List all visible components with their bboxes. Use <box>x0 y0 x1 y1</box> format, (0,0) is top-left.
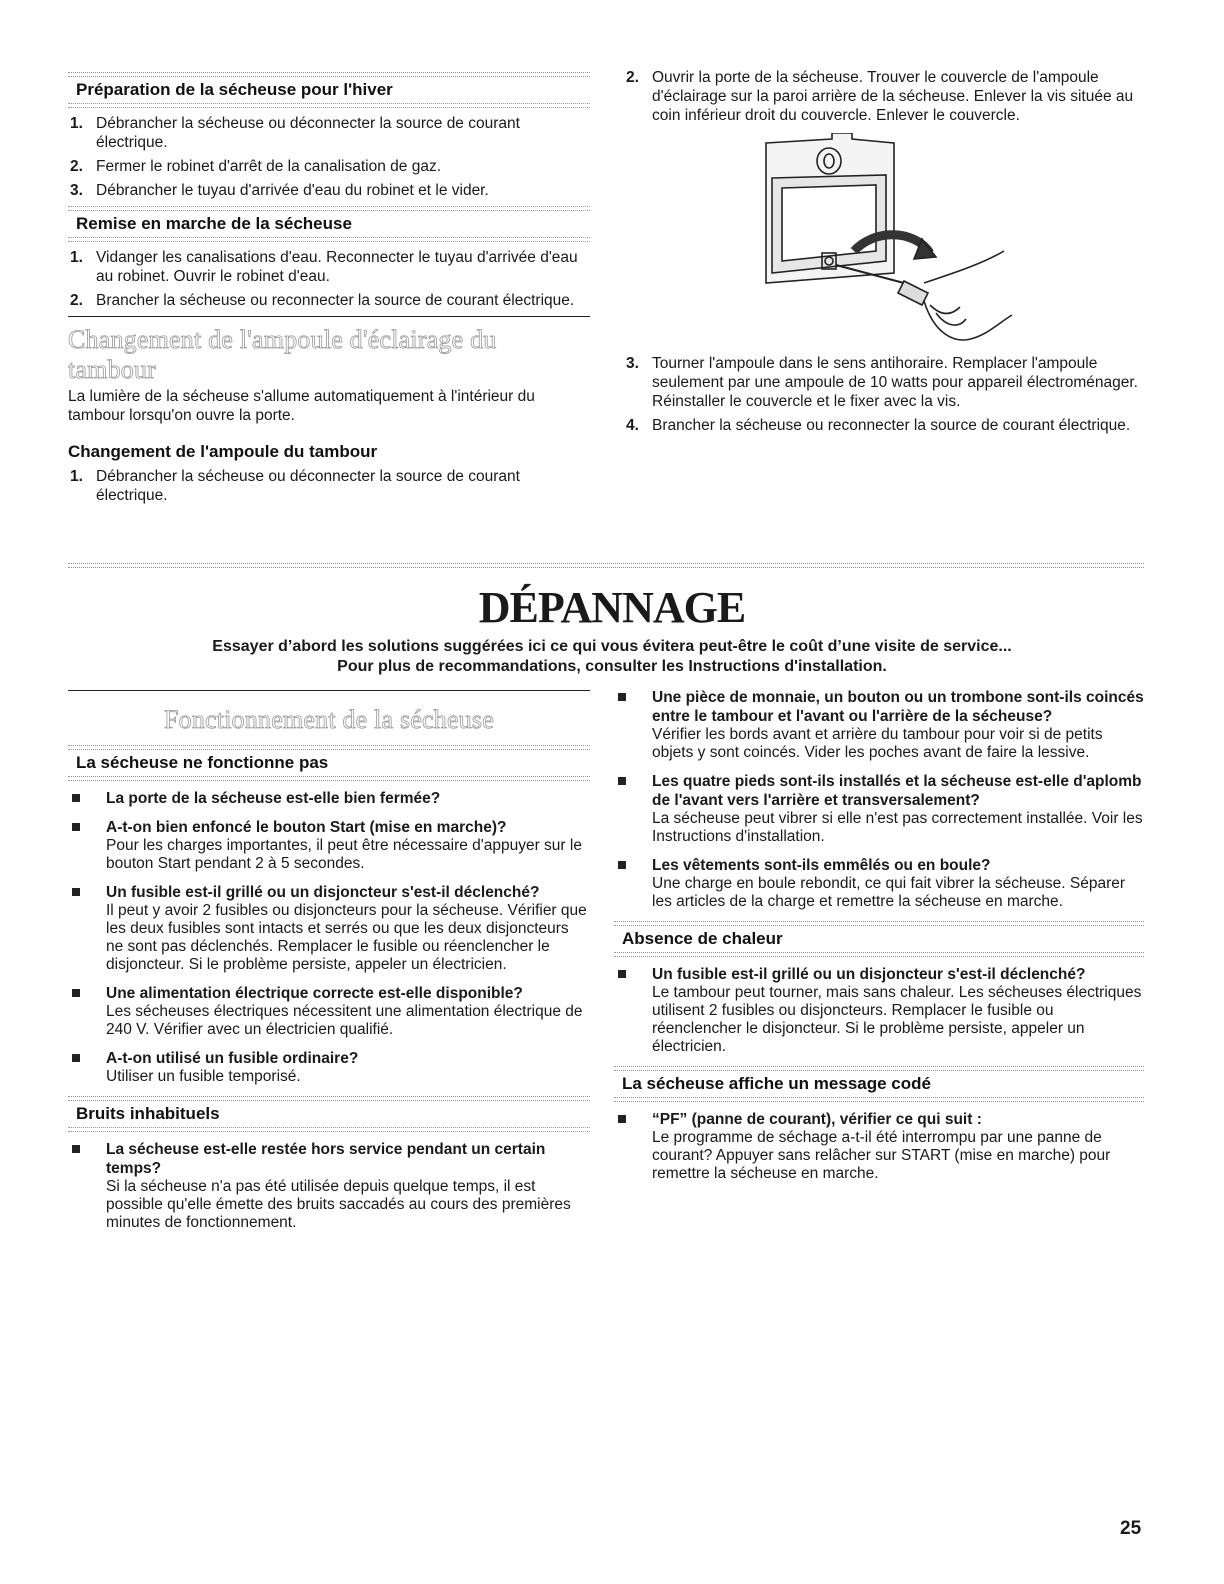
bulb-cover-illustration <box>754 133 1014 348</box>
bullet-icon <box>72 888 80 896</box>
page-divider <box>68 563 1144 568</box>
heading-no-heat: Absence de chaleur <box>622 929 783 948</box>
troubleshooting-intro: Essayer d’abord les solutions suggérées ici ce qui vous évitera peut-être le coût d’une visite de service... Pour plus de recommandations, consulter les Instructions d'installation. <box>212 638 1012 675</box>
lamp-steps-continued <box>624 68 1144 125</box>
heading-code-message: La sécheuse affiche un message codé <box>622 1074 931 1093</box>
no-heat-list <box>614 965 1144 1056</box>
lamp-intro: La lumière de la sécheuse s'allume automatiquement à l'intérieur du tambour lorsqu'on ouvre la porte. <box>68 388 535 424</box>
list-item: La porte de la sécheuse est-elle bien fermée? <box>68 789 590 808</box>
list-item: Les quatre pieds sont-ils installés et la sécheuse est-elle d'aplomb de l'avant vers l'arrière et transversalement? La sécheuse peut vibrer si elle n'est pas correctement installée. Voir les Instructions d'installation. <box>614 772 1144 846</box>
list-item: 1. Débrancher la sécheuse ou déconnecter la source de courant électrique. <box>70 468 520 504</box>
bullet-icon <box>618 861 626 869</box>
divider <box>68 103 590 108</box>
code-message-list <box>614 1110 1144 1183</box>
list-item: A-t-on bien enfoncé le bouton Start (mise en marche)? Pour les charges importantes, il peut être nécessaire d'appuyer sur le bouton Start pendant 2 à 5 secondes. <box>68 818 590 873</box>
list-item: Un fusible est-il grillé ou un disjoncteur s'est-il déclenché? Le tambour peut tourner, mais sans chaleur. Les sécheuses électriques utilisent 2 fusibles ou disjoncteurs. Remplacer le fusible ou réenclencher le disjoncteur. Si le problème persiste, appeler un électricien. <box>614 965 1144 1056</box>
list-item: 2. Ouvrir la porte de la sécheuse. Trouver le couvercle de l'ampoule d'éclairage sur la paroi arrière de la sécheuse. Enlever la vis située au coin inférieur droit du couvercle. Enlever le couvercle. <box>626 69 1134 124</box>
right-bottom-column <box>614 688 1144 1193</box>
heading-winter: Préparation de la sécheuse pour l'hiver <box>76 80 393 99</box>
bullet-icon <box>618 693 626 701</box>
bullet-icon <box>72 1145 80 1153</box>
divider <box>614 1097 1144 1102</box>
left-bottom-column <box>68 690 590 1242</box>
page-title: DÉPANNAGE <box>478 583 746 632</box>
divider <box>68 237 590 242</box>
stuck-objects-list <box>614 688 1144 911</box>
noises-list <box>68 1140 590 1232</box>
list-item: 2. Fermer le robinet d'arrêt de la canalisation de gaz. <box>70 158 442 175</box>
lamp-steps-final <box>624 354 1144 435</box>
section-title-lamp: Changement de l'ampoule d'éclairage du tambour <box>68 325 497 384</box>
list-item: Les vêtements sont-ils emmêlés ou en boule? Une charge en boule rebondit, ce qui fait vibrer la sécheuse. Séparer les articles de la charge et remettre la sécheuse en marche. <box>614 856 1144 911</box>
bullet-icon <box>72 794 80 802</box>
divider <box>68 1127 590 1132</box>
page-number: 25 <box>1120 1518 1142 1539</box>
right-top-column <box>624 68 1144 440</box>
section-rule <box>68 316 590 317</box>
heading-lamp-change: Changement de l'ampoule du tambour <box>68 442 378 461</box>
lamp-steps <box>68 467 590 505</box>
bullet-icon <box>618 970 626 978</box>
bullet-icon <box>72 823 80 831</box>
list-item: 1. Débrancher la sécheuse ou déconnecter la source de courant électrique. <box>70 115 520 151</box>
bullet-icon <box>72 1054 80 1062</box>
list-item: 1. Vidanger les canalisations d'eau. Reconnecter le tuyau d'arrivée d'eau au robinet. Ouvrir le robinet d'eau. <box>70 249 578 285</box>
divider <box>614 952 1144 957</box>
heading-restart: Remise en marche de la sécheuse <box>76 214 352 233</box>
heading-not-running: La sécheuse ne fonctionne pas <box>76 753 329 772</box>
heading-noises: Bruits inhabituels <box>76 1104 220 1123</box>
list-item: A-t-on utilisé un fusible ordinaire? Utiliser un fusible temporisé. <box>68 1049 590 1086</box>
list-item: 2. Brancher la sécheuse ou reconnecter la source de courant électrique. <box>70 292 575 309</box>
section-title-operation: Fonctionnement de la sécheuse <box>164 705 494 734</box>
not-running-list <box>68 789 590 1086</box>
bulb-cover-drawing <box>754 133 1014 348</box>
restart-steps <box>68 248 590 310</box>
divider <box>68 776 590 781</box>
list-item: Une alimentation électrique correcte est-elle disponible? Les sécheuses électriques nécessitent une alimentation électrique de 240 V. Vérifier avec un électricien qualifié. <box>68 984 590 1039</box>
bullet-icon <box>618 1115 626 1123</box>
list-item: 3. Débrancher le tuyau d'arrivée d'eau du robinet et le vider. <box>70 182 489 199</box>
bullet-icon <box>618 777 626 785</box>
left-top-column <box>68 72 590 510</box>
list-item: 3. Tourner l'ampoule dans le sens antihoraire. Remplacer l'ampoule seulement par une ampoule de 10 watts pour appareil électroménager. Réinstaller le couvercle et le fixer avec la vis. <box>626 355 1138 410</box>
list-item: “PF” (panne de courant), vérifier ce qui suit : Le programme de séchage a-t-il été interrompu par une panne de courant? Appuyer sans relâcher sur START (mise en marche) pour remettre la sécheuse en marche. <box>614 1110 1144 1183</box>
list-item: Un fusible est-il grillé ou un disjoncteur s'est-il déclenché? Il peut y avoir 2 fusibles ou disjoncteurs pour la sécheuse. Vérifier que les deux fusibles sont intacts et serrés ou que les deux disjoncteurs ne sont pas déclenchés. Remplacer le fusible ou réenclencher le disjoncteur. Si le problème persiste, appeler un électricien. <box>68 883 590 974</box>
winter-steps <box>68 114 590 200</box>
bullet-icon <box>72 989 80 997</box>
list-item: 4. Brancher la sécheuse ou reconnecter la source de courant électrique. <box>626 417 1131 434</box>
section-rule <box>68 690 590 691</box>
list-item: Une pièce de monnaie, un bouton ou un trombone sont-ils coincés entre le tambour et l'avant ou l'arrière de la sécheuse? Vérifier les bords avant et arrière du tambour pour voir si de petits objets y sont coincés. Vider les poches avant de faire la lessive. <box>614 688 1144 762</box>
list-item: La sécheuse est-elle restée hors service pendant un certain temps? Si la sécheuse n'a pas été utilisée depuis quelque temps, il est possible qu'elle émette des bruits saccadés au cours des premières minutes de fonctionnement. <box>68 1140 590 1232</box>
